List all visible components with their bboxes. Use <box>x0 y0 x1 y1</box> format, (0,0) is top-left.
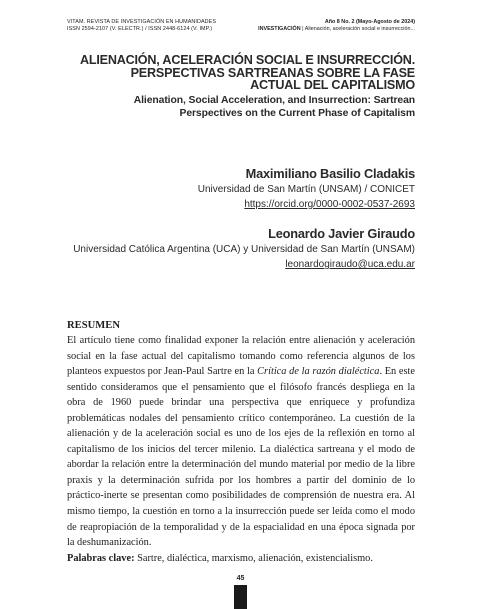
title-en-line-1: Alienation, Social Acceleration, and Insurrection: Sartrean <box>133 94 415 106</box>
title-es-line-1: ALIENACIÓN, ACELERACIÓN SOCIAL E INSURRECCIÓN. <box>79 53 415 67</box>
cited-work-title: Crítica de la razón dialéctica <box>257 366 380 378</box>
orcid-link[interactable]: https://orcid.org/0000-0002-0537-2693 <box>244 199 415 210</box>
section-line <box>258 26 415 33</box>
author-1 <box>67 166 415 212</box>
keywords-list: Sartre, dialéctica, marxismo, alienación, existencialismo. <box>134 552 373 564</box>
section-label: INVESTIGACIÓN <box>258 26 301 33</box>
title-en-line-2: Perspectives on the Current Phase of Capitalism <box>179 107 415 119</box>
title-es-line-3: ACTUAL DEL CAPITALISMO <box>250 78 415 93</box>
author-name: Leonardo Javier Giraudo <box>268 226 415 241</box>
author-affiliation: Universidad de San Martín (UNSAM) / CONICET <box>197 184 415 195</box>
issue-info <box>258 19 415 33</box>
abstract-body <box>67 333 415 551</box>
journal-title: VITAM. REVISTA DE INVESTIGACIÓN EN HUMANIDADES <box>67 19 217 25</box>
author-affiliation: Universidad Católica Argentina (UCA) y Universidad de San Martín (UNSAM) <box>73 244 415 255</box>
author-2 <box>67 226 415 272</box>
page-tab-marker <box>234 585 247 609</box>
title-spanish <box>67 54 415 92</box>
article-title-block <box>67 54 415 120</box>
abstract-text-2: . En este sentido consideramos que el pensamiento que el filósofo francés despliega en la obra de 1960 puede brindar una perspectiva que enriquece y profundiza problemáticas nodales del pensamiento crítico contemporáneo. La cuestión de la alienación y de la aceleración social es uno de los ejes de la reflexión en torno al capitalismo de los inicios del tercer milenio. La dialéctica sartreana y el modo de abordar la relación entre la determinación del mundo material por medio de la libre praxis y la determinación sufrida por los hombres a partir del dominio de lo práctico-inerte se presentan como posibilidades de comprensión de nuestra era. Al mismo tiempo, la cuestión en torno a la insurrección puede ser leída como el modo de reapropiación de la temporalidad y de la espacialidad en una época signada por la deshumanización. <box>67 366 416 549</box>
abstract-text-1: El artículo tiene como finalidad exponer la relación entre alienación y aceleración social en la fase actual del capitalismo tomando como referencia algunos de los planteos expuestos por Jean-Paul Sartre en la <box>67 335 415 378</box>
email-link[interactable]: leonardogiraudo@uca.edu.ar <box>285 259 415 270</box>
issue-number: Año 8 No. 2 (Mayo-Agosto de 2024) <box>324 19 415 25</box>
title-english <box>67 94 415 120</box>
abstract-heading: RESUMEN <box>67 320 120 331</box>
abstract-section <box>67 318 415 566</box>
author-name: Maximiliano Basilio Cladakis <box>245 166 415 181</box>
title-es-line-2: PERSPECTIVAS SARTREANAS SOBRE LA FASE <box>130 65 415 80</box>
page-number: 45 <box>236 575 245 582</box>
section-running-title: | Alienación, aceleración social e insurrección... <box>300 26 415 33</box>
journal-issn: ISSN 2594-2107 (V. ELECTR.) / ISSN 2448-6124 (V. IMP.) <box>67 26 213 33</box>
journal-info <box>67 19 216 33</box>
keywords-label: Palabras clave: <box>67 552 135 564</box>
keywords <box>67 551 415 567</box>
